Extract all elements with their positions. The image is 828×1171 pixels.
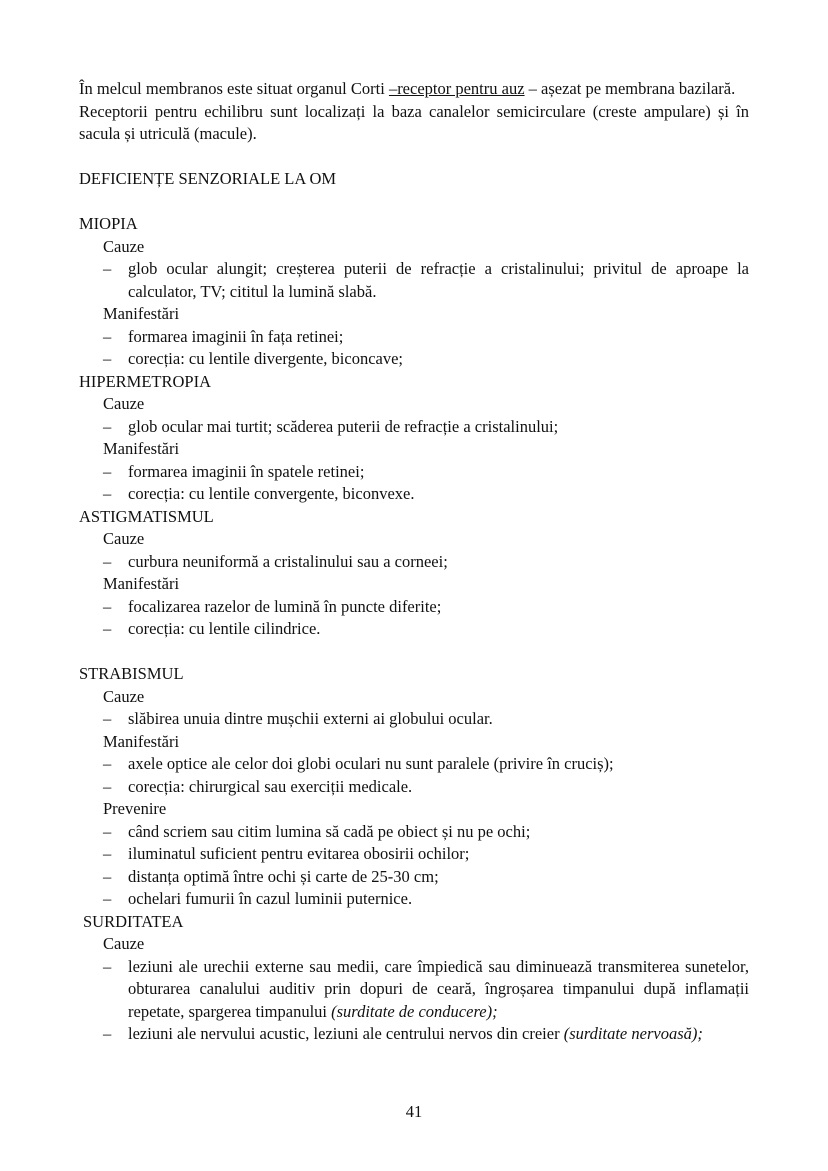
intro-text-end: – așezat pe membrana bazilară.	[524, 79, 736, 98]
list-item: – formarea imaginii în spatele retinei;	[103, 461, 365, 481]
list-item: – leziuni ale urechii externe sau medii, care împiedică sau diminuează transmiterea sunetelor, obturarea canalului auditiv prin dopuri de ceară, îngroșarea timpanului după inflamații repetate, spargerea timpanului (surditate de conducere);	[103, 956, 749, 1021]
subheading-cauze: Cauze	[103, 686, 145, 706]
list-item: – focalizarea razelor de lumină în puncte diferite;	[103, 596, 442, 616]
heading-strabismul: STRABISMUL	[79, 664, 184, 683]
list-item: – curbura neuniformă a cristalinului sau a corneei;	[103, 551, 448, 571]
list-item: – iluminatul suficient pentru evitarea obosirii ochilor;	[103, 844, 470, 863]
list-item: – leziuni ale nervului acustic, leziuni ale centrului nervos din creier (surditate nervoasă);	[103, 1024, 703, 1043]
page-number: 41	[405, 1102, 423, 1121]
list-item: – când scriem sau citim lumina să cadă pe obiect și nu pe ochi;	[103, 821, 531, 841]
intro-underlined-text: –receptor pentru auz	[388, 79, 525, 98]
heading-astigmatismul: ASTIGMATISMUL	[79, 506, 214, 526]
list-item: – distanța optimă între ochi și carte de 25-30 cm;	[103, 866, 439, 886]
subheading-prevenire: Prevenire	[103, 799, 167, 818]
document-page	[79, 78, 749, 1046]
subheading-cauze: Cauze	[103, 236, 145, 256]
list-item: – formarea imaginii în fața retinei;	[103, 326, 344, 346]
list-item: – slăbirea unuia dintre mușchii externi ai globului ocular.	[103, 709, 493, 728]
list-item: – corecția: cu lentile cilindrice.	[103, 619, 321, 638]
subheading-manifestari: Manifestări	[103, 574, 180, 593]
subheading-cauze: Cauze	[103, 394, 145, 413]
intro-paragraph-1	[79, 78, 749, 101]
list-item: – glob ocular alungit; creșterea puterii de refracție a cristalinului; privitul de aproape la calculator, TV; cititul la lumină slabă.	[103, 259, 749, 301]
list-item: – corecția: cu lentile divergente, biconcave;	[103, 349, 404, 368]
list-item: – corecția: chirurgical sau exerciții medicale.	[103, 776, 413, 796]
intro-paragraph-2: Receptorii pentru echilibru sunt localizați la baza canalelor semicirculare (creste ampulare) și în sacula și utriculă (macule).	[79, 101, 749, 143]
subheading-manifestari: Manifestări	[103, 304, 180, 323]
list-item: – ochelari fumurii în cazul luminii puternice.	[103, 889, 413, 908]
heading-hipermetropia: HIPERMETROPIA	[79, 371, 212, 391]
list-item: – axele optice ale celor doi globi oculari nu sunt paralele (privire în cruciș);	[103, 754, 614, 773]
list-item: – glob ocular mai turtit; scăderea puterii de refracție a cristalinului;	[103, 416, 559, 436]
heading-surditatea: SURDITATEA	[83, 911, 184, 931]
subheading-cauze: Cauze	[103, 529, 145, 548]
subheading-manifestari: Manifestări	[103, 731, 180, 751]
subheading-manifestari: Manifestări	[103, 439, 180, 458]
section-title: DEFICIENȚE SENZORIALE LA OM	[79, 169, 337, 188]
heading-miopia: MIOPIA	[79, 214, 138, 233]
intro-text: În melcul membranos este situat organul Corti	[79, 79, 389, 98]
subheading-cauze: Cauze	[103, 934, 145, 953]
list-item: – corecția: cu lentile convergente, biconvexe.	[103, 484, 415, 503]
